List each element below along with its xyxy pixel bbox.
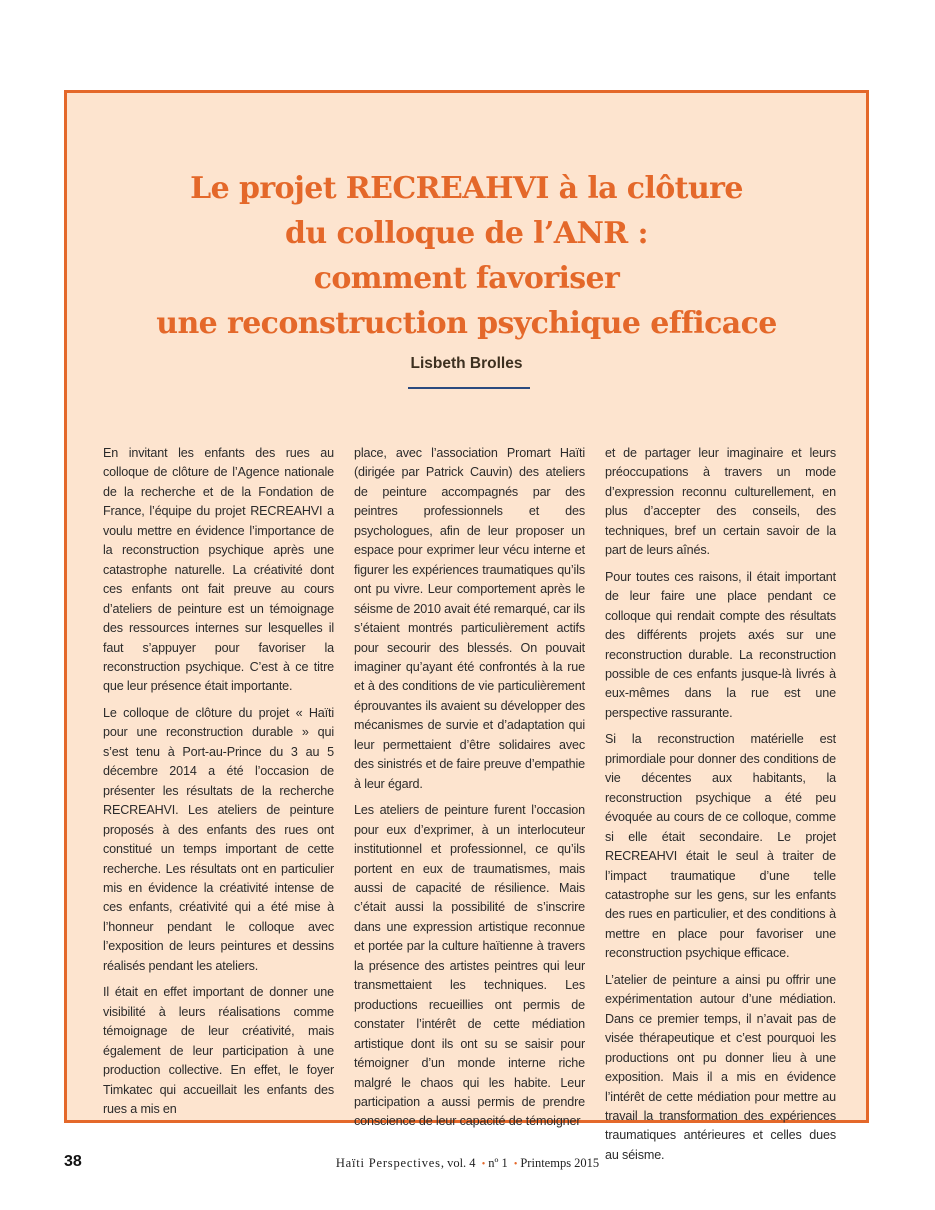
paragraph: En invitant les enfants des rues au colloque de clôture de l’Agence nationale de la recherche et de la Fondation de France, l’équipe du projet RECREAHVI a voulu mettre en évidence l’importance de la reconstruction psychique après une catastrophe naturelle. La créativité dont ces enfants ont fait preuve au cours d’ateliers de peinture est un témoignage des ressources internes sur lesquelles il faut s’appuyer pour favoriser la reconstruction psychique. C’est à ce titre que leur présence était importante. (103, 446, 334, 694)
paragraph: Il était en effet important de donner une visibilité à leurs réalisations comme témoignage de leur créativité, mais également de leur participation à une production collective. En effet, le foyer Timkatec qui accueillait les enfants des rues a mis en (103, 985, 334, 1116)
journal-reference (0, 1156, 935, 1171)
paragraph: place, avec l’association Promart Haïti (dirigée par Patrick Cauvin) des ateliers de peinture accompagnés par des peintres professionnels et des psychologues, afin de leur proposer un espace pour exprimer leur vécu interne et figurer les expériences traumatiques qu’ils ont pu vivre. Leur comportement après le séisme de 2010 avait été remarqué, car ils s’étaient montrés particulièrement actifs pour secourir des blessés. On pouvait imaginer qu’ayant été confrontés à la rue et à des conditions de vie particulièrement éprouvantes ils avaient su développer des mécanismes de survie et d’adaptation qui leur permettaient d’être solidaires avec des sinistrés et de faire preuve d’empathie à leur égard. (354, 446, 586, 791)
article-body (103, 444, 836, 1162)
separator-bullet: • (513, 1159, 518, 1170)
paragraph: L’atelier de peinture a ainsi pu offrir une expérimentation autour d’une médiation. Dans ce premier temps, il n’avait pas de visée thérapeutique et c’est pourquoi les productions ont pu donner lieu à une exposition. Mais il a mis en évidence l’intérêt de cette médiation pour mettre au travail la transformation des expériences traumatiques antérieures et celles dues au séisme. (605, 972, 836, 1162)
text-column-1 (103, 444, 334, 1126)
journal-number: nº 1 (488, 1156, 508, 1170)
separator-bullet: • (481, 1159, 486, 1170)
text-column-2 (354, 444, 585, 1139)
author-divider (408, 387, 530, 389)
paragraph: Pour toutes ces raisons, il était important de leur faire une place pendant ce colloque qui rendait compte des résultats des différents projets axés sur une reconstruction durable. La reconstruction possible de ces enfants jusque-là livrés à eux-mêmes dans la rue est une perspective rassurante. (605, 569, 836, 720)
text-column-3 (605, 444, 836, 1172)
title-line: Le projet RECREAHVI à la clôture (190, 171, 743, 206)
paragraph: Les ateliers de peinture furent l’occasion pour eux d’exprimer, à un interlocuteur institutionnel et professionnel, ce qu’ils portent en eux de traumatismes, mais aussi de capacité de résilience. Mais c’était aussi la possibilité de s’inscrire dans une expression artistique reconnue et portée par la culture haïtienne à travers la présence des artistes peintres qui leur transmettaient les techniques. Les productions recueillies ont permis de constater l’intérêt de cette médiation artistique dont ils ont su se saisir pour témoigner d’un monde interne riche malgré le chaos qui les habite. Leur participation a aussi permis de prendre conscience de leur capacité de témoigner (354, 803, 585, 1129)
title-line: du colloque de l’ANR : (285, 216, 648, 251)
title-line: une reconstruction psychique efficace (156, 306, 777, 341)
article-title (67, 166, 866, 346)
paragraph: et de partager leur imaginaire et leurs préoccupations à travers un mode d’expression reconnu culturellement, en plus d’accepter des conseils, des techniques, bref un certain savoir de la part de leurs aînés. (605, 446, 836, 558)
journal-name: Haïti Perspectives (335, 1156, 441, 1170)
journal-volume: , vol. 4 (440, 1156, 476, 1170)
journal-season: Printemps 2015 (520, 1156, 600, 1170)
article-author: Lisbeth Brolles (410, 355, 523, 372)
page-number: 38 (64, 1153, 82, 1170)
paragraph: Si la reconstruction matérielle est primordiale pour donner des conditions de vie décentes aux habitants, la reconstruction psychique a été peu évoquée au cours de ce colloque, comme si elle était secondaire. Le projet RECREAHVI était le seul à traiter de l’impact traumatique d’une telle catastrophe sur les gens, sur les enfants des rues en particulier, et des conditions à mettre en place pour favoriser une reconstruction psychique efficace. (605, 732, 836, 961)
paragraph: Le colloque de clôture du projet « Haïti pour une reconstruction durable » qui s’est tenu à Port-au-Prince du 3 au 5 décembre 2014 a été l’occasion de présenter les résultats de la recherche RECREAHVI. Les ateliers de peinture proposés à des enfants des rues ont constitué un temps important de cette recherche. Les résultats ont en particulier mis en évidence la créativité intense de ces enfants, créativité qui a été mise à l’honneur pendant le colloque avec l’exposition de leurs peintures et dessins réalisés pendant les ateliers. (103, 705, 334, 973)
title-line: comment favoriser (313, 261, 620, 296)
